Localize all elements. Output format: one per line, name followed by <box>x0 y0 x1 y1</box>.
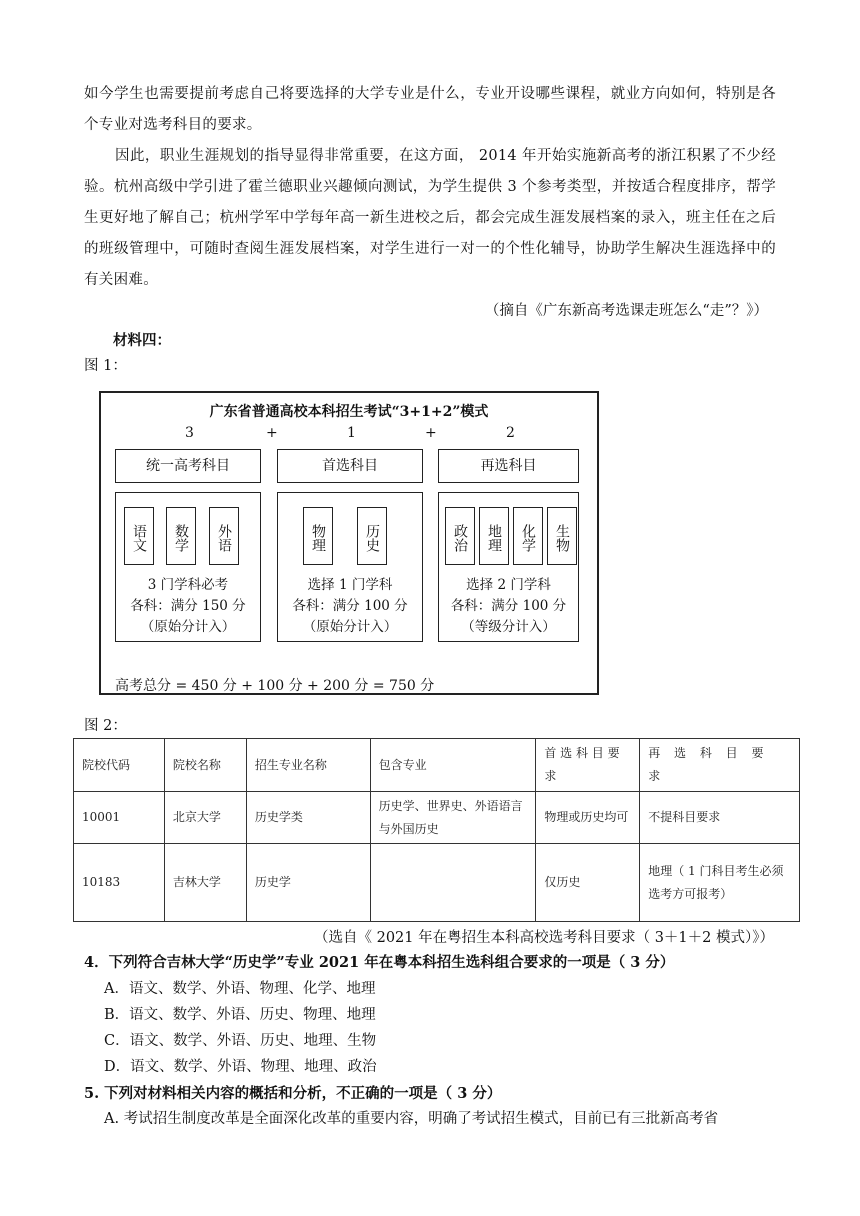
table-cell: 10001 <box>74 792 165 844</box>
table-cell: 北京大学 <box>164 792 246 844</box>
header-cell: 包含专业 <box>370 739 536 792</box>
paragraph-1: 如今学生也需要提前考虑自己将要选择的大学专业是什么，专业开设哪些课程，就业方向如何，特别是各个专业对选考科目的要求。 <box>84 86 776 133</box>
desc-line: 各科：满分 100 分 <box>292 598 408 614</box>
table-cell: 仅历史 <box>536 844 640 922</box>
unified-description <box>116 575 260 638</box>
unified-subjects-box <box>115 492 261 642</box>
desc-line: 选择 1 门学科 <box>307 577 393 593</box>
table-cell: 历史学类 <box>246 792 370 844</box>
plus-sign: + <box>425 425 437 441</box>
subject-requirements-table <box>73 738 800 922</box>
table-cell: 吉林大学 <box>164 844 246 922</box>
question-5-option-a: A. 考试招生制度改革是全面深化改革的重要内容，明确了考试招生模式，目前已有三批新高考省 <box>104 1111 719 1127</box>
question-4-option-a: A．语文、数学、外语、物理、化学、地理 <box>104 981 376 997</box>
table-row <box>74 844 800 922</box>
table-cell: 历史学 <box>246 844 370 922</box>
table-cell: 地理（ 1 门科目考生必须选考方可报考） <box>640 844 800 922</box>
first-choice-header: 首选科目 <box>277 449 423 483</box>
second-choice-description <box>439 575 578 638</box>
plus-sign: + <box>266 425 278 441</box>
header-cell: 院校代码 <box>74 739 165 792</box>
figure-1-diagram <box>99 391 599 695</box>
first-choice-description <box>278 575 422 638</box>
first-choice-box <box>277 492 423 642</box>
unified-subjects-header: 统一高考科目 <box>115 449 261 483</box>
question-4-option-b: B．语文、数学、外语、历史、物理、地理 <box>104 1007 376 1023</box>
second-choice-box <box>438 492 579 642</box>
desc-line: 各科：满分 150 分 <box>130 598 246 614</box>
header-cell: 再 选 科 目 要 求 <box>640 739 800 792</box>
subject-math: 数学 <box>166 507 196 565</box>
count-unified: 3 <box>185 425 194 441</box>
count-second-choice: 2 <box>506 425 515 441</box>
table-cell: 不提科目要求 <box>640 792 800 844</box>
question-5-stem: 5. 下列对材料相关内容的概括和分析，不正确的一项是（ 3 分） <box>84 1085 502 1102</box>
desc-line: （原始分计入） <box>302 619 398 635</box>
subject-foreign-language: 外语 <box>209 507 239 565</box>
desc-line: （等级分计入） <box>461 619 556 635</box>
table-cell: 物理或历史均可 <box>536 792 640 844</box>
subject-chinese: 语文 <box>124 507 154 565</box>
table-cell: 历史学、世界史、外语语言与外国历史 <box>370 792 536 844</box>
question-4-stem: 4．下列符合吉林大学“历史学”专业 2021 年在粤本科招生选科组合要求的一项是（ 3 分） <box>84 954 675 971</box>
header-cell: 首 选 科 目 要 求 <box>536 739 640 792</box>
total-score-formula: 高考总分 = 450 分 + 100 分 + 200 分 = 750 分 <box>115 678 435 694</box>
question-4-option-c: C．语文、数学、外语、历史、地理、生物 <box>104 1033 377 1049</box>
subject-chemistry: 化学 <box>513 507 543 565</box>
second-choice-header: 再选科目 <box>438 449 579 483</box>
table-cell <box>370 844 536 922</box>
header-cell: 院校名称 <box>164 739 246 792</box>
desc-line: 各科：满分 100 分 <box>450 598 567 614</box>
figure-1-label: 图 1： <box>84 358 127 374</box>
subject-biology: 生物 <box>547 507 577 565</box>
table-header-row <box>74 739 800 792</box>
source-citation-1: （摘自《广东新高考选课走班怎么“走”？》） <box>484 303 768 319</box>
material-four-heading: 材料四： <box>113 332 171 349</box>
table-cell: 10183 <box>74 844 165 922</box>
subject-history: 历史 <box>357 507 387 565</box>
count-first-choice: 1 <box>347 425 356 441</box>
desc-line: 选择 2 门学科 <box>466 577 551 593</box>
desc-line: （原始分计入） <box>140 619 236 635</box>
table-row <box>74 792 800 844</box>
subject-physics: 物理 <box>303 507 333 565</box>
figure-1-title: 广东省普通高校本科招生考试“3+1+2”模式 <box>209 404 489 420</box>
subject-politics: 政治 <box>445 507 475 565</box>
figure-2-label: 图 2： <box>84 718 127 734</box>
paragraph-2: 因此，职业生涯规划的指导显得非常重要，在这方面， 2014 年开始实施新高考的浙江积累了不少经验。杭州高级中学引进了霍兰德职业兴趣倾向测试，为学生提供 3 个参考类型，并按适合程度排序，帮学生更好地了解自己；杭州学军中学每年高一新生进校之后，都会完成生涯发展档案的录入，班主任在之后的班级管理中，可随时查阅生涯发展档案，对学生进行一对一的个性化辅导，协助学生解决生涯选择中的有关困难。 <box>84 148 776 288</box>
desc-line: 3 门学科必考 <box>147 577 229 593</box>
header-cell: 招生专业名称 <box>246 739 370 792</box>
question-4-option-d: D．语文、数学、外语、物理、地理、政治 <box>104 1059 377 1075</box>
subject-geography: 地理 <box>479 507 509 565</box>
source-citation-2: （选自《 2021 年在粤招生本科高校选考科目要求（ 3＋1＋2 模式）》） <box>313 930 774 946</box>
